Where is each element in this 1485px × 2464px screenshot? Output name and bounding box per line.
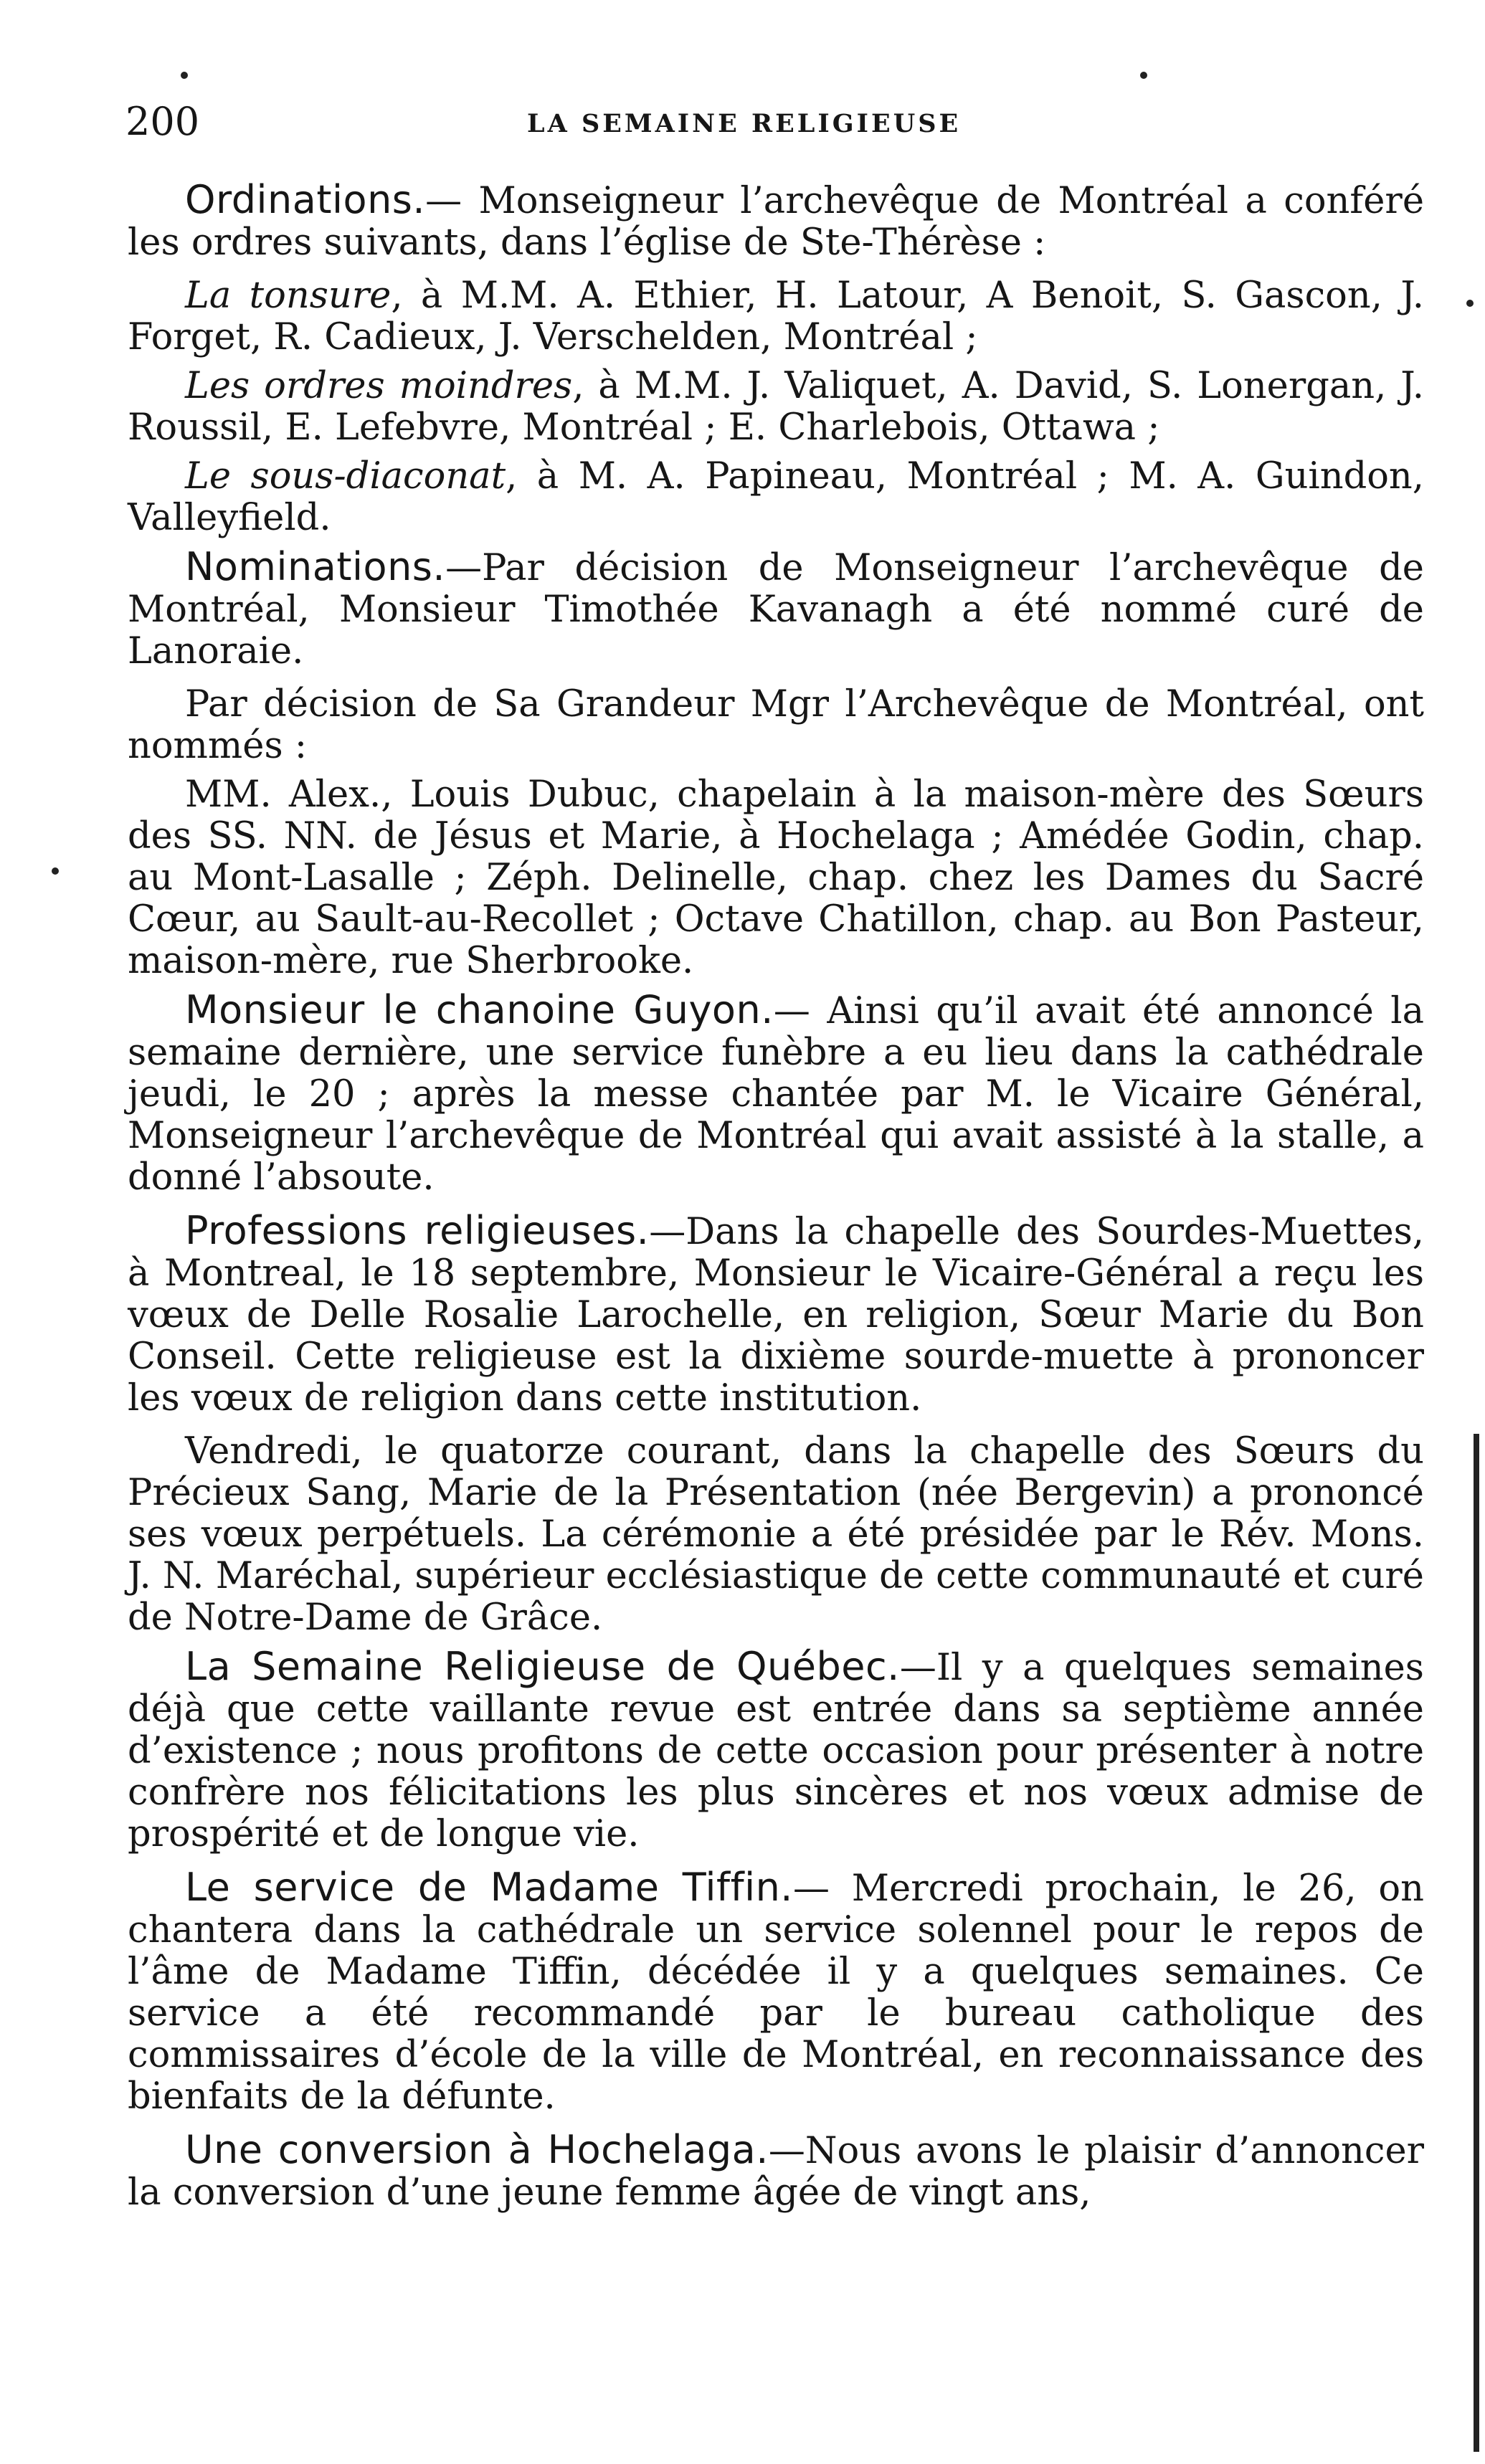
section-heading: Le service de Madame Tiffin.: [185, 1865, 793, 1910]
ordination-text: , à M.M. J. Valiquet, A. David, S. Lonergan, J. Roussil, E. Lefebvre, Montréal ; E. Charlebois, Ottawa ;: [128, 365, 1424, 449]
paragraph-text: Par décision de Sa Grandeur Mgr l’Archevêque de Montréal, ont nommés :: [128, 683, 1424, 767]
section-heading: Professions religieuses.: [185, 1208, 650, 1253]
paragraph-text: Vendredi, le quatorze courant, dans la chapelle des Sœurs du Précieux Sang, Marie de la Présentation (née Bergevin) a prononcé ses vœux perpétuels. La cérémonie a été présidée par le Rév. Mons. J. N. Maréchal, supérieur ecclésiastique de cette communauté et curé de Notre-Dame de Grâce.: [128, 1430, 1424, 1639]
section-heading: Nominations.: [185, 544, 446, 589]
ordination-text: , à M. A. Papineau, Montréal ; M. A. Guindon, Valleyfield.: [128, 455, 1424, 539]
section-heading: Ordinations.: [185, 177, 426, 222]
scan-speck: [181, 72, 188, 79]
paragraph: [128, 1646, 1424, 1855]
paragraph: [128, 1867, 1424, 2118]
page-number: 200: [125, 99, 200, 144]
page-edge-rule: [1474, 1434, 1479, 2452]
paragraph: [128, 1431, 1424, 1639]
paragraph-text: —Nous avons le plaisir d’annoncer la conversion d’une jeune femme âgée de vingt ans,: [128, 2130, 1425, 2214]
paragraph: [128, 989, 1424, 1199]
ordination-text: , à M.M. A. Ethier, H. Latour, A Benoit, S. Gascon, J. Forget, R. Cadieux, J. Verschelden, Montréal ;: [128, 275, 1425, 358]
paragraph: [128, 774, 1424, 982]
running-header: [125, 99, 1431, 149]
paragraph: [128, 179, 1424, 264]
paragraph-text: —Par décision de Monseigneur l’archevêque de Montréal, Monsieur Timothée Kavanagh a été nommé curé de Lanoraie.: [128, 547, 1424, 672]
paragraph: [128, 1210, 1424, 1419]
ordination-item: [128, 456, 1424, 539]
paragraph-text: —Dans la chapelle des Sourdes-Muettes, à Montreal, le 18 septembre, Monsieur le Vicaire-Général a reçu les vœux de Delle Rosalie Larochelle, en religion, Sœur Marie du Bon Conseil. Cette religieuse est la dixième sourde-muette à prononcer les vœux de religion dans cette institution.: [128, 1211, 1425, 1419]
paragraph: [128, 684, 1424, 767]
section-heading: Monsieur le chanoine Guyon.: [185, 987, 774, 1032]
paragraph: [128, 546, 1424, 672]
section-heading: La Semaine Religieuse de Québec.: [185, 1644, 900, 1689]
section-heading: Une conversion à Hochelaga.: [185, 2127, 769, 2172]
ordination-label: La tonsure: [185, 275, 392, 317]
paragraph-text: MM. Alex., Louis Dubuc, chapelain à la maison-mère des Sœurs des SS. NN. de Jésus et Marie, à Hochelaga ; Amédée Godin, chap. au Mont-Lasalle ; Zéph. Delinelle, chap. chez les Dames du Sacré Cœur, au Sault-au-Recollet ; Octave Chatillon, chap. au Bon Pasteur, maison-mère, rue Sherbrooke.: [128, 774, 1424, 982]
running-title: LA SEMAINE RELIGIEUSE: [527, 109, 962, 138]
paragraph-text: — Monseigneur l’archevêque de Montréal a conféré les ordres suivants, dans l’église de Ste-Thérèse :: [128, 180, 1424, 264]
paragraph-text: —Il y a quelques semaines déjà que cette vaillante revue est entrée dans sa septième année d’existence ; nous profitons de cette occasion pour présenter à notre confrère nos félicitations les plus sincères et nos vœux admise de prospérité et de longue vie.: [128, 1647, 1424, 1855]
scan-speck: [1140, 72, 1147, 79]
paragraph: [128, 2129, 1424, 2214]
paragraph-text: — Mercredi prochain, le 26, on chantera dans la cathédrale un service solennel pour le repos de l’âme de Madame Tiffin, décédée il y a quelques semaines. Ce service a été recommandé par le bureau catholique des commissaires d’école de la ville de Montréal, en reconnaissance des bienfaits de la défunte.: [128, 1868, 1424, 2118]
scan-speck: [1466, 300, 1474, 307]
ordination-label: Les ordres moindres: [185, 365, 573, 407]
paragraph-text: — Ainsi qu’il avait été annoncé la semaine dernière, une service funèbre a eu lieu dans la cathédrale jeudi, le 20 ; après la messe chantée par M. le Vicaire Général, Monseigneur l’archevêque de Montréal qui avait assisté à la stalle, a donné l’absoute.: [128, 990, 1425, 1199]
ordination-item: [128, 275, 1424, 358]
ordination-label: Le sous-diaconat: [185, 455, 506, 498]
scan-speck: [52, 867, 59, 875]
ordination-item: [128, 366, 1424, 449]
text-column: [128, 179, 1424, 2225]
